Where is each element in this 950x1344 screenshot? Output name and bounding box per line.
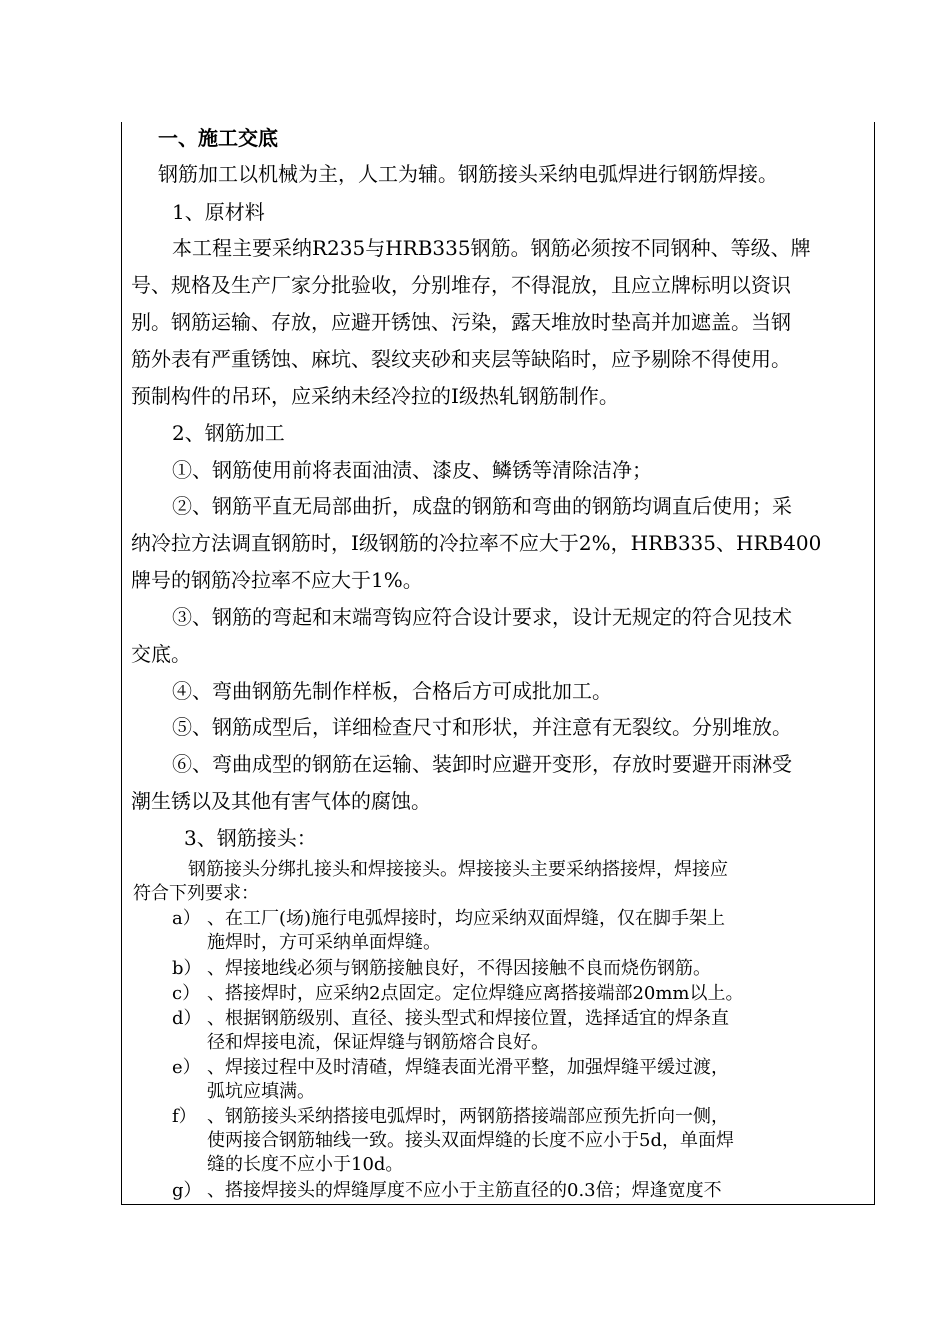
materials-line: 别。钢筋运输、存放，应避开锈蚀、污染，露天堆放时垫高并加遮盖。当钢 [131,310,791,334]
joint-item-f: 缝的长度不应小于10d。 [207,1154,404,1175]
processing-item-2: 牌号的钢筋冷拉率不应大于1%。 [131,568,423,592]
section-heading: 一、施工交底 [158,126,278,150]
joint-item-label-d: d） [172,1008,202,1029]
joint-item-label-g: g） [172,1180,202,1201]
joint-item-d: 径和焊接电流，保证焊缝与钢筋熔合良好。 [207,1032,549,1053]
section-intro: 钢筋加工以机械为主，人工为辅。钢筋接头采纳电弧焊进行钢筋焊接。 [158,162,778,186]
joint-item-label-f: f） [172,1106,197,1127]
joint-item-f: 、钢筋接头采纳搭接电弧焊时，两钢筋搭接端部应预先折向一侧， [207,1106,729,1127]
joint-item-g: 、搭接焊接头的焊缝厚度不应小于主筋直径的0.3倍；焊逢宽度不 [207,1180,722,1201]
processing-item-5: ⑤、钢筋成型后，详细检查尺寸和形状，并注意有无裂纹。分别堆放。 [172,715,792,739]
processing-item-2: 纳冷拉方法调直钢筋时，Ⅰ级钢筋的冷拉率不应大于2%，HRB335、HRB400 [131,531,822,555]
materials-line: 筋外表有严重锈蚀、麻坑、裂纹夹砂和夹层等缺陷时，应予剔除不得使用。 [131,347,791,371]
joints-title: 3、钢筋接头： [184,826,317,850]
joint-item-b: 、焊接地线必须与钢筋接触良好，不得因接触不良而烧伤钢筋。 [207,958,711,979]
joint-item-d: 、根据钢筋级别、直径、接头型式和焊接位置，选择适宜的焊条直 [207,1008,729,1029]
joint-item-e: 、焊接过程中及时清碴，焊缝表面光滑平整，加强焊缝平缓过渡， [207,1057,729,1078]
processing-item-3: 交底。 [131,642,191,666]
processing-item-1: ①、钢筋使用前将表面油渍、漆皮、鳞锈等清除洁净； [172,458,652,482]
joints-intro: 符合下列要求： [133,883,259,904]
processing-item-4: ④、弯曲钢筋先制作样板，合格后方可成批加工。 [172,679,612,703]
joint-item-a: 、在工厂(场)施行电弧焊接时，均应采纳双面焊缝，仅在脚手架上 [207,908,726,929]
joint-item-f: 使两接合钢筋轴线一致。接头双面焊缝的长度不应小于5d，单面焊 [207,1130,734,1151]
processing-item-6: 潮生锈以及其他有害气体的腐蚀。 [131,789,431,813]
joint-item-label-e: e） [172,1057,201,1078]
processing-item-6: ⑥、弯曲成型的钢筋在运输、装卸时应避开变形，存放时要避开雨淋受 [172,752,792,776]
processing-title: 2、钢筋加工 [172,421,285,445]
joints-intro: 钢筋接头分绑扎接头和焊接接头。焊接接头主要采纳搭接焊，焊接应 [188,859,728,880]
joint-item-c: 、搭接焊时，应采纳2点固定。定位焊缝应离搭接端部20mm以上。 [207,983,744,1004]
materials-line: 预制构件的吊环，应采纳未经冷拉的Ⅰ级热轧钢筋制作。 [131,384,619,408]
joint-item-label-a: a） [172,908,201,929]
joint-item-e: 弧坑应填满。 [207,1081,315,1102]
materials-line: 本工程主要采纳R235与HRB335钢筋。钢筋必须按不同钢种、等级、牌 [172,236,811,260]
materials-line: 号、规格及生产厂家分批验收，分别堆存，不得混放，且应立牌标明以资识 [131,273,791,297]
joint-item-label-b: b） [172,958,202,979]
processing-item-2: ②、钢筋平直无局部曲折，成盘的钢筋和弯曲的钢筋均调直后使用；采 [172,494,792,518]
joint-item-a: 施焊时，方可采纳单面焊缝。 [207,932,441,953]
materials-title: 1、原材料 [172,200,265,224]
joint-item-label-c: c） [172,983,201,1004]
processing-item-3: ③、钢筋的弯起和末端弯钩应符合设计要求，设计无规定的符合见技术 [172,605,792,629]
